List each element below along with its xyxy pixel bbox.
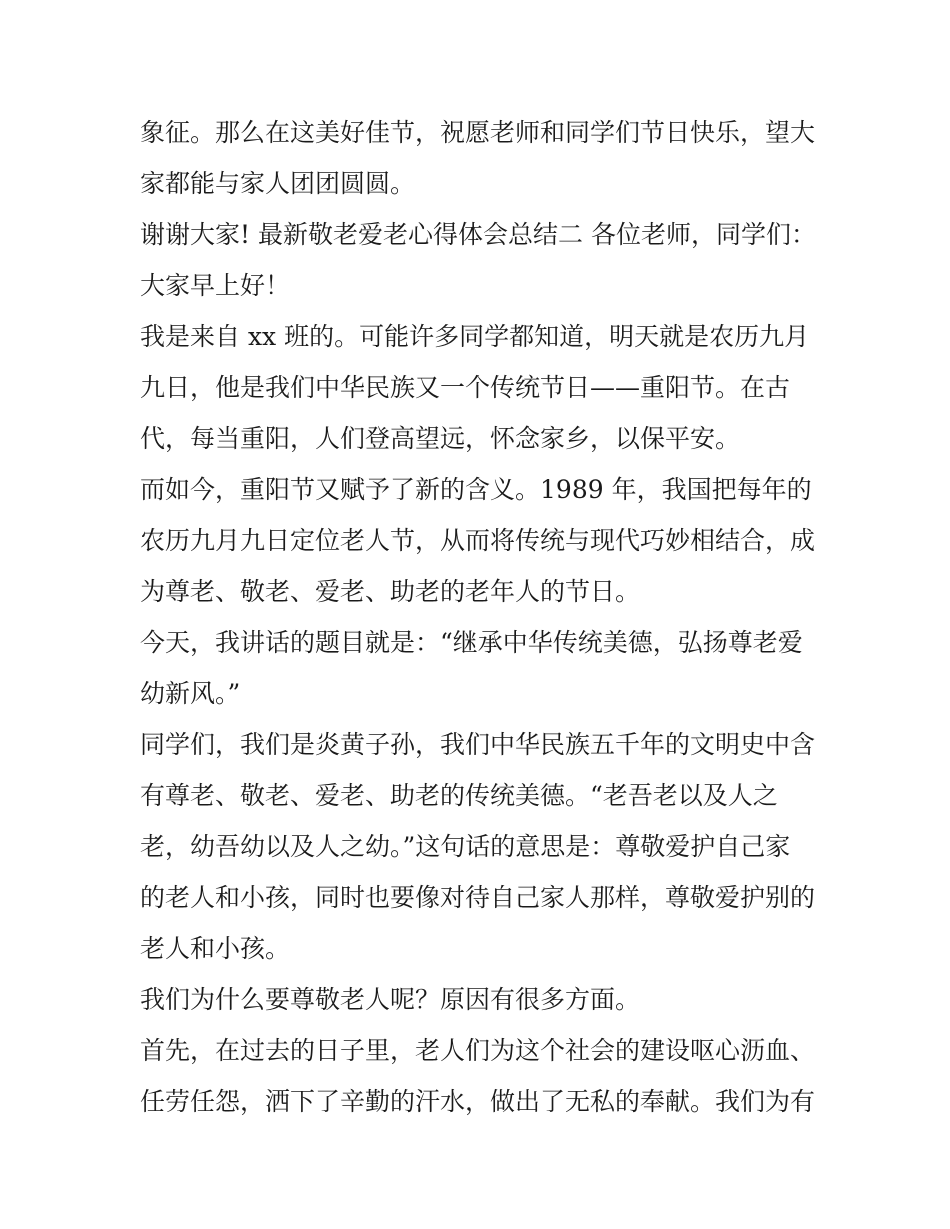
- text-line: 首先，在过去的日子里，老人们为这个社会的建设呕心沥血、: [140, 1036, 816, 1065]
- text-line: 大家早上好！: [140, 271, 291, 300]
- text-line: 九日，他是我们中华民族又一个传统节日——重阳节。在古: [140, 373, 791, 402]
- text-line: 今天，我讲话的题目就是：“继承中华传统美德，弘扬尊老爱: [140, 628, 803, 657]
- text-line: 老人和小孩。: [140, 934, 291, 963]
- text-line: 家都能与家人团团圆圆。: [140, 169, 416, 198]
- text-line: 我们为什么要尊敬老人呢？原因有很多方面。: [140, 985, 641, 1014]
- text-line: 为尊老、敬老、爱老、助老的老年人的节日。: [140, 577, 641, 606]
- text-line: 农历九月九日定位老人节，从而将传统与现代巧妙相结合，成: [140, 526, 816, 555]
- text-line: 任劳任怨，洒下了辛勤的汗水，做出了无私的奉献。我们为有: [140, 1087, 816, 1116]
- text-line: 我是来自 xx 班的。可能许多同学都知道，明天就是农历九月: [140, 322, 810, 351]
- text-line: 同学们，我们是炎黄子孙，我们中华民族五千年的文明史中含: [140, 730, 816, 759]
- text-line: 的老人和小孩，同时也要像对待自己家人那样，尊敬爱护别的: [140, 883, 816, 912]
- text-line: 谢谢大家! 最新敬老爱老心得体会总结二 各位老师，同学们：: [140, 220, 816, 249]
- text-line: 幼新风。”: [140, 679, 241, 708]
- text-line: 而如今，重阳节又赋予了新的含义。1989 年，我国把每年的: [140, 475, 812, 504]
- text-line: 老，幼吾幼以及人之幼。”这句话的意思是：尊敬爱护自己家: [140, 832, 791, 861]
- text-line: 象征。那么在这美好佳节，祝愿老师和同学们节日快乐，望大: [140, 118, 816, 147]
- text-line: 代，每当重阳，人们登高望远，怀念家乡，以保平安。: [140, 424, 741, 453]
- document-body: [140, 107, 820, 1127]
- text-line: 有尊老、敬老、爱老、助老的传统美德。“老吾老以及人之: [140, 781, 778, 810]
